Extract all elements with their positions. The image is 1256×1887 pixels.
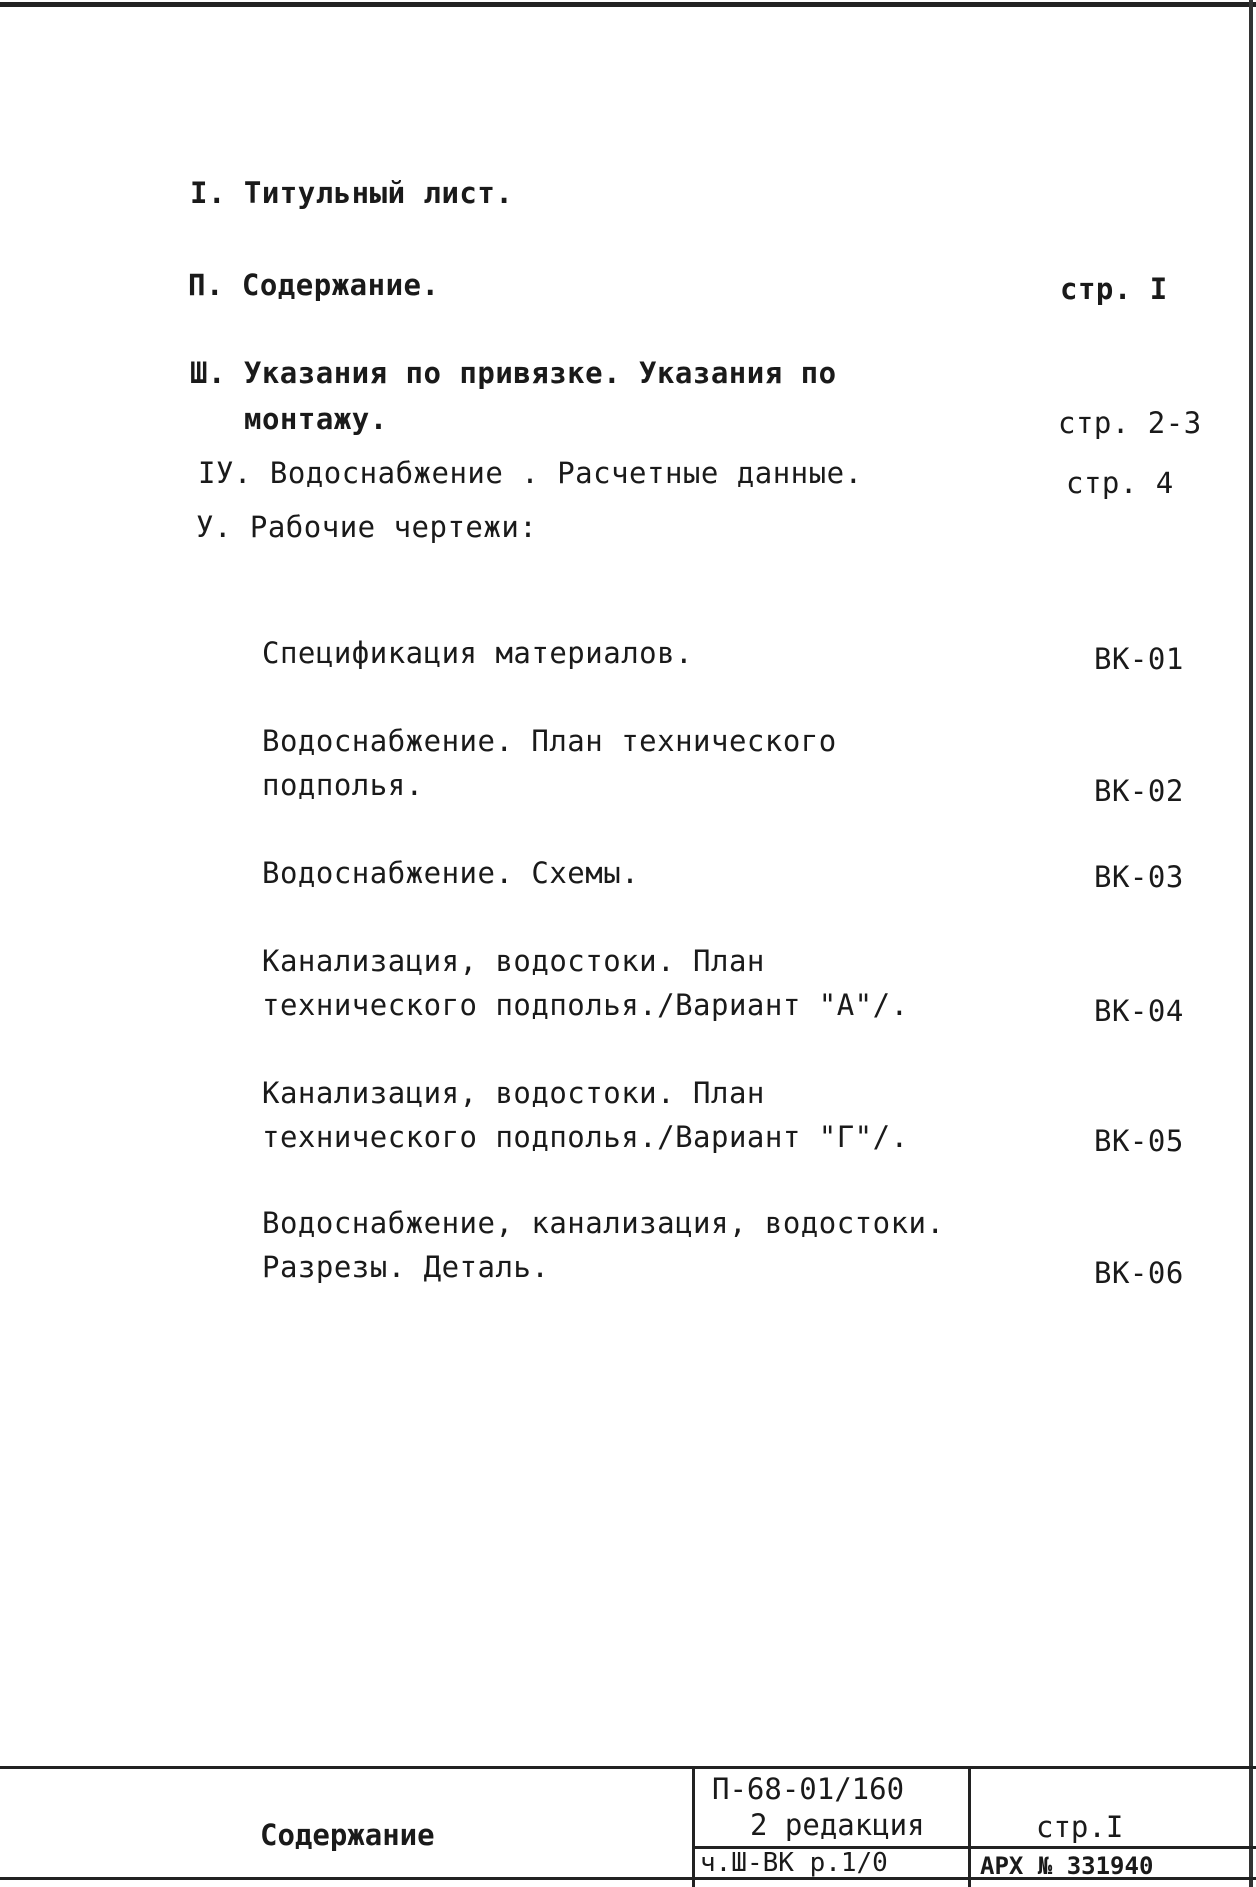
toc-item-1 [190,176,513,210]
toc-item-4 [198,456,863,490]
toc-item-1-text: Титульный лист. [243,176,514,210]
title-block-archive: АРХ № 331940 [980,1852,1154,1880]
title-block-divider-2 [968,1766,971,1887]
drawing-5-line1: Канализация, водостоки. План [262,1076,765,1110]
toc-item-3-ref: стр. 2-3 [1058,406,1202,440]
drawing-5-code: ВК-05 [1094,1124,1184,1158]
drawing-1-code: ВК-01 [1094,642,1184,676]
drawing-6-line1: Водоснабжение, канализация, водостоки. [262,1206,945,1240]
toc-item-5-num: У. [196,510,232,544]
toc-item-4-ref: стр. 4 [1066,466,1174,500]
frame-top-border [0,2,1256,7]
toc-item-2 [188,268,439,302]
toc-item-3-text: Указания по привязке. Указания по [243,356,837,390]
drawing-4-line1: Канализация, водостоки. План [262,944,765,978]
drawing-1-line1: Спецификация материалов. [262,636,694,670]
drawing-2-line2: подполья. [262,768,424,802]
title-block-edition: 2 редакция [750,1808,925,1842]
toc-item-2-ref: стр. I [1060,272,1168,306]
toc-item-5 [196,510,537,544]
drawing-2-code: ВК-02 [1094,774,1184,808]
toc-item-3-num: Ш. [190,356,226,390]
toc-item-2-text: Содержание. [241,268,440,302]
title-block-doc-number: П-68-01/160 [712,1772,905,1806]
title-block-part: ч.Ш-ВК р.1/0 [700,1848,888,1878]
title-block-name: Содержание [260,1818,435,1852]
title-block-top-line [0,1766,1256,1769]
title-block-divider-1 [692,1766,695,1887]
toc-item-5-text: Рабочие чертежи: [249,510,538,544]
drawing-5-line2: технического подполья./Вариант "Г"/. [262,1120,909,1154]
drawing-4-code: ВК-04 [1094,994,1184,1028]
frame-right-border [1249,0,1253,1887]
toc-item-4-num: IУ. [198,456,252,490]
title-block-page: стр.I [1036,1810,1124,1844]
toc-item-3 [190,356,837,390]
toc-item-3-text2: монтажу. [244,402,388,436]
drawing-6-line2: Разрезы. Деталь. [262,1250,550,1284]
drawing-2-line1: Водоснабжение. План технического [262,724,837,758]
drawing-4-line2: технического подполья./Вариант "А"/. [262,988,909,1022]
drawing-3-code: ВК-03 [1094,860,1184,894]
toc-item-2-num: П. [188,268,224,302]
toc-item-4-text: Водоснабжение . Расчетные данные. [269,456,863,490]
drawing-3-line1: Водоснабжение. Схемы. [262,856,640,890]
drawing-6-code: ВК-06 [1094,1256,1184,1290]
toc-item-1-num: I. [190,176,226,210]
